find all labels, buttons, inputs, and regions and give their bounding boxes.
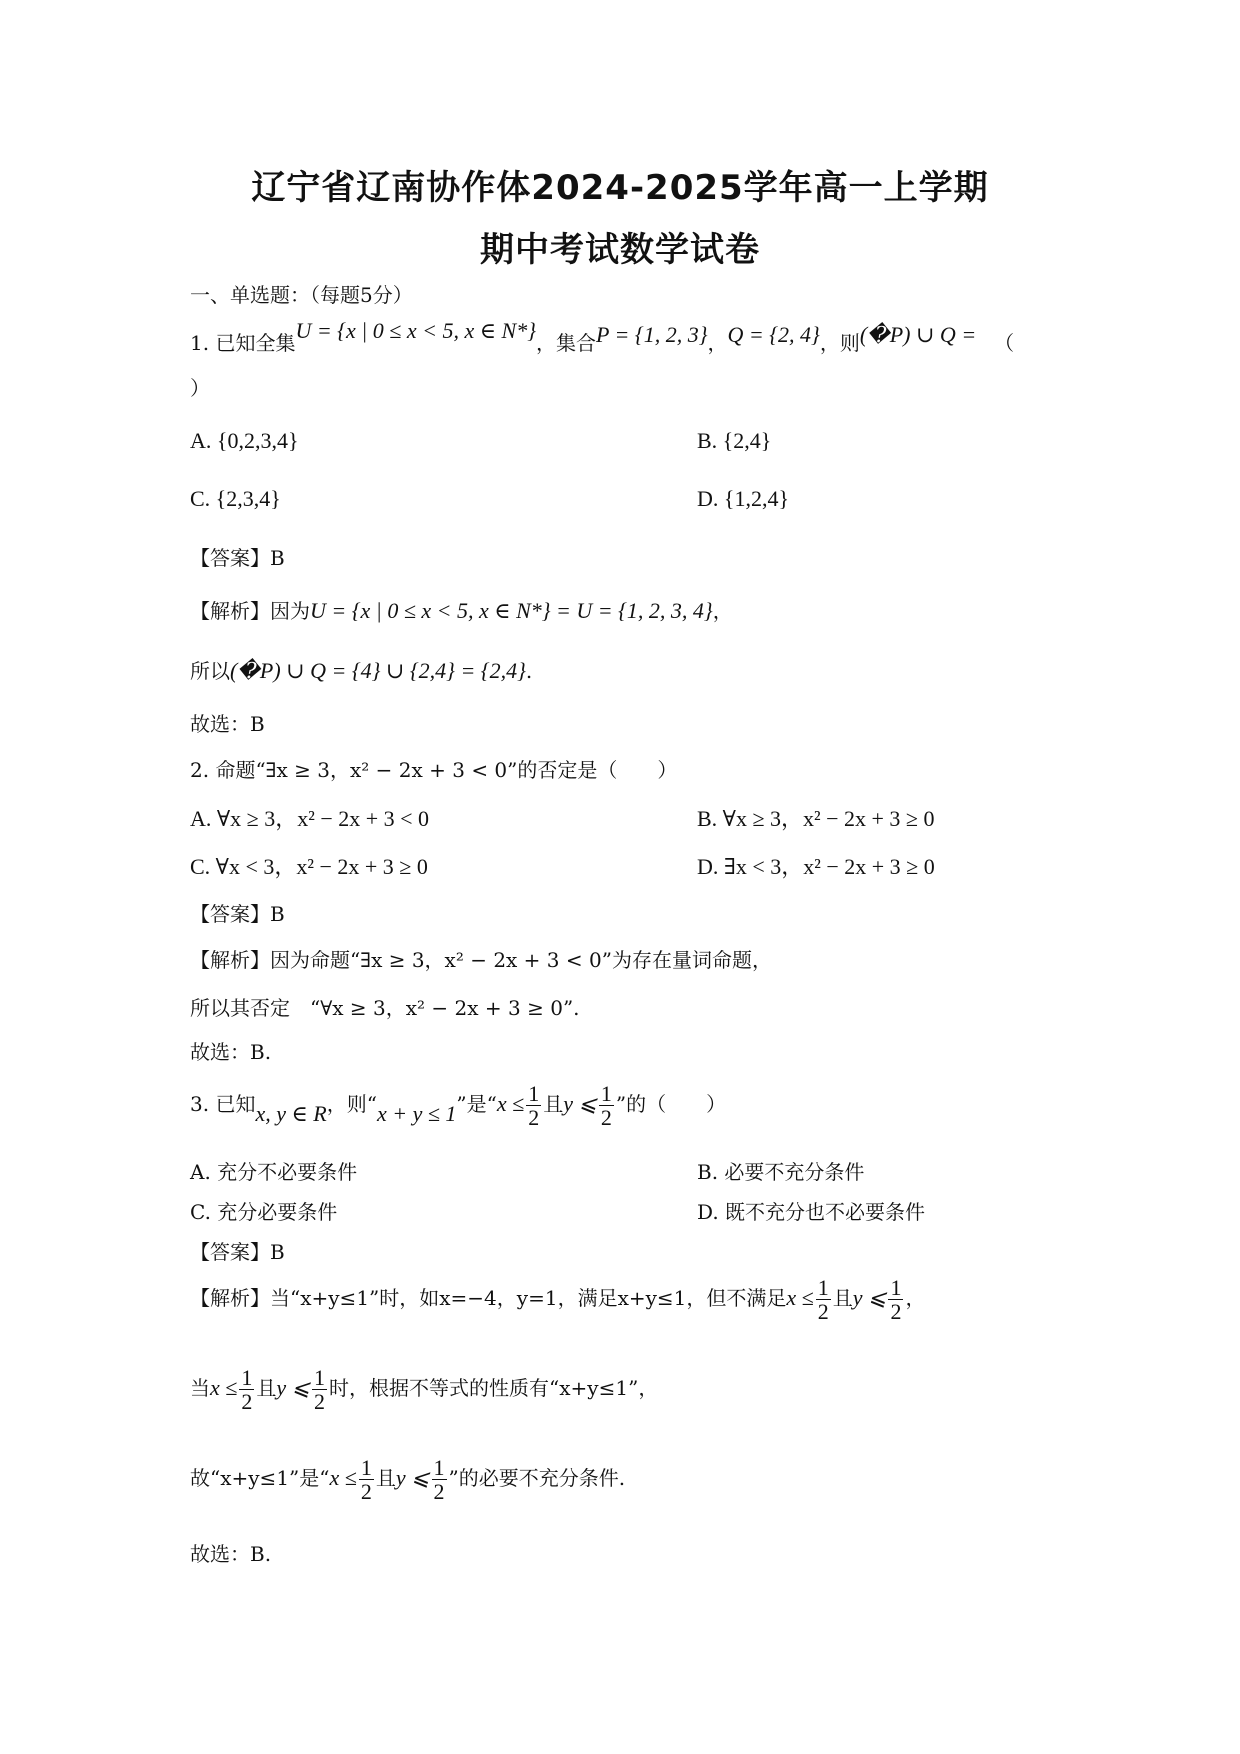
q3-analysis-line2	[190, 1366, 658, 1413]
q1-analysis-line2	[190, 658, 532, 684]
page-title: 辽宁省辽南协作体2024-2025学年高一上学期	[251, 168, 989, 208]
q1-select: 故选：B	[190, 712, 265, 736]
q3-stem-text-b: ，则“	[326, 1092, 377, 1117]
q1-expression: (�P) ∪ Q =	[859, 322, 977, 347]
q3-answer: 【答案】B	[190, 1240, 285, 1264]
q1-option-d: D. {1,2,4}	[697, 486, 790, 511]
q2-select: 故选：B.	[190, 1040, 272, 1064]
q3-analysis-line3	[190, 1456, 625, 1503]
q1-analysis2-end: .	[525, 659, 533, 683]
question-3-stem	[190, 1082, 726, 1129]
q3-analysis3-fraction-x: $\frac{1}{2}$	[360, 1455, 372, 1505]
q3-analysis1-text: 【解析】当“x+y≤1”时，如x=−4，y=1，满足x+y≤1，但不满足	[190, 1286, 787, 1311]
q3-analysis1-fraction-y: $\frac{1}{2}$	[890, 1275, 902, 1325]
q1-analysis-math: U = {x | 0 ≤ x < 5, x ∈ N*} = U = {1, 2, 3, 4}	[310, 598, 713, 623]
q1-option-c: C. {2,3,4}	[190, 486, 281, 511]
q3-stem-math: x, y ∈ R	[255, 1101, 327, 1127]
q1-analysis-label: 【解析】因为	[190, 599, 310, 623]
q3-analysis-line1	[190, 1276, 925, 1323]
q3-and: 且	[543, 1092, 564, 1117]
q1-paren-close: ）	[190, 376, 210, 400]
q2-option-d: D. ∃x < 3，x² − 2x + 3 ≥ 0	[697, 854, 935, 879]
q3-option-d: D. 既不充分也不必要条件	[697, 1200, 926, 1224]
q3-analysis2-end: 时，根据不等式的性质有“x+y≤1”，	[329, 1376, 659, 1401]
q3-analysis3-end: ”的必要不充分条件.	[448, 1466, 626, 1491]
q3-analysis1-fraction-x: $\frac{1}{2}$	[817, 1275, 829, 1325]
q1-option-a: A. {0,2,3,4}	[190, 428, 299, 453]
q3-analysis2-fraction-y: $\frac{1}{2}$	[314, 1365, 326, 1415]
q3-analysis3-text: 故“x+y≤1”是“	[190, 1466, 330, 1491]
q2-analysis-line2: 所以其否定 “∀x ≥ 3，x² − 2x + 3 ≥ 0”.	[190, 996, 580, 1020]
q1-paren-open: （	[994, 331, 1015, 355]
q3-analysis2-fraction-x: $\frac{1}{2}$	[241, 1365, 253, 1415]
q3-option-b: B. 必要不充分条件	[697, 1160, 865, 1184]
q3-analysis1-y: y ⩽	[852, 1285, 887, 1311]
section-heading: 一、单选题：（每题5分）	[190, 283, 413, 307]
q3-analysis1-x: x ≤	[786, 1285, 814, 1311]
q3-fraction-y: $\frac{1}{2}$	[600, 1081, 612, 1131]
page-subtitle: 期中考试数学试卷	[480, 230, 760, 270]
q3-analysis3-and: 且	[375, 1466, 396, 1491]
q3-analysis3-y: y ⩽	[395, 1465, 430, 1491]
q3-option-c: C. 充分必要条件	[190, 1200, 338, 1224]
q2-analysis-line1: 【解析】因为命题“∃x ≥ 3，x² − 2x + 3 < 0”为存在量词命题，	[190, 948, 772, 972]
q3-x-le: x ≤	[496, 1091, 525, 1117]
q2-option-a: A. ∀x ≥ 3，x² − 2x + 3 < 0	[190, 806, 430, 831]
q1-answer: 【答案】B	[190, 546, 285, 570]
q2-answer: 【答案】B	[190, 902, 285, 926]
q3-analysis2-text: 当	[190, 1376, 210, 1401]
q1-analysis2-math: (�P) ∪ Q = {4} ∪ {2,4} = {2,4}	[230, 658, 526, 683]
q1-analysis2-label: 所以	[190, 659, 230, 683]
q2-option-c: C. ∀x < 3，x² − 2x + 3 ≥ 0	[190, 854, 428, 879]
q3-stem-text-d: ”的（ ）	[615, 1092, 727, 1117]
q3-y-le: y ⩽	[563, 1091, 597, 1117]
q3-analysis3-x: x ≤	[329, 1465, 357, 1491]
q1-analysis-line1	[190, 598, 733, 624]
q1-option-b: B. {2,4}	[697, 428, 772, 453]
question-1-stem	[190, 318, 1015, 356]
q1-sep: ，	[707, 331, 728, 355]
q3-stem-text-c: ”是“	[456, 1092, 497, 1117]
q1-set-u: U = {x | 0 ≤ x < 5, x ∈ N*}	[295, 318, 537, 343]
q1-stem-text-b: ，集合	[536, 331, 597, 355]
q3-option-a: A. 充分不必要条件	[190, 1160, 358, 1184]
q3-analysis2-and: 且	[256, 1376, 277, 1401]
q1-set-q: Q = {2, 4}	[727, 322, 820, 347]
q2-option-b: B. ∀x ≥ 3，x² − 2x + 3 ≥ 0	[697, 806, 935, 831]
q3-analysis1-end: ，	[905, 1286, 926, 1311]
question-2-stem: 2. 命题“∃x ≥ 3，x² − 2x + 3 < 0”的否定是（ ）	[190, 758, 678, 782]
q3-select: 故选：B.	[190, 1542, 272, 1566]
q3-analysis2-x: x ≤	[210, 1375, 238, 1401]
q1-stem-text: 1. 已知全集	[190, 331, 296, 355]
q1-stem-text-c: ，则	[819, 331, 860, 355]
q3-condition-1: x + y ≤ 1	[376, 1101, 457, 1127]
q3-analysis2-y: y ⩽	[276, 1375, 311, 1401]
q3-analysis1-and: 且	[832, 1286, 853, 1311]
q1-analysis-end: ，	[712, 599, 733, 623]
q1-set-p: P = {1, 2, 3}	[596, 322, 708, 347]
q3-analysis3-fraction-y: $\frac{1}{2}$	[433, 1455, 445, 1505]
q3-fraction-x: $\frac{1}{2}$	[528, 1081, 540, 1131]
q3-stem-text: 3. 已知	[190, 1092, 256, 1117]
